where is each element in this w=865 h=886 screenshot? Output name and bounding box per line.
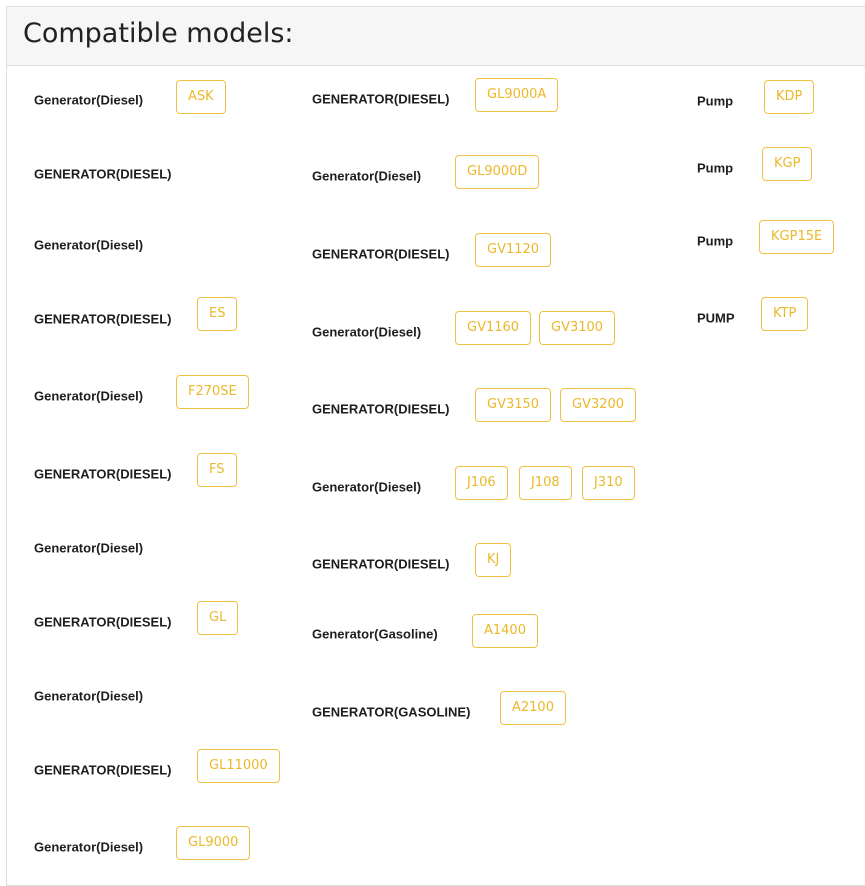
model-tag-gv3150[interactable]: GV3150 <box>475 388 551 422</box>
equipment-type-label: GENERATOR(DIESEL) <box>34 311 172 327</box>
equipment-type-label: GENERATOR(DIESEL) <box>34 166 172 182</box>
equipment-type-label: GENERATOR(DIESEL) <box>34 466 172 482</box>
equipment-type-label: GENERATOR(DIESEL) <box>312 246 450 262</box>
model-tag-gv1160[interactable]: GV1160 <box>455 311 531 345</box>
equipment-type-label: Pump <box>697 233 734 249</box>
equipment-type-label: Generator(Gasoline) <box>312 626 438 642</box>
equipment-type-label: Generator(Diesel) <box>34 92 144 108</box>
model-tag-gl9000a[interactable]: GL9000A <box>475 78 558 112</box>
model-tag-j310[interactable]: J310 <box>582 466 635 500</box>
equipment-type-label: Pump <box>697 160 734 176</box>
equipment-type-label: Generator(Diesel) <box>34 237 144 253</box>
model-tag-gv1120[interactable]: GV1120 <box>475 233 551 267</box>
model-tag-f270se[interactable]: F270SE <box>176 375 249 409</box>
equipment-type-label: Generator(Diesel) <box>312 479 422 495</box>
model-tag-es[interactable]: ES <box>197 297 237 331</box>
equipment-type-label: Generator(Diesel) <box>312 168 422 184</box>
model-tag-gl11000[interactable]: GL11000 <box>197 749 280 783</box>
model-tag-gv3100[interactable]: GV3100 <box>539 311 615 345</box>
model-tag-gl9000d[interactable]: GL9000D <box>455 155 539 189</box>
equipment-type-label: GENERATOR(DIESEL) <box>34 762 172 778</box>
model-tag-kj[interactable]: KJ <box>475 543 511 577</box>
model-tag-kdp[interactable]: KDP <box>764 80 814 114</box>
equipment-type-label: Generator(Diesel) <box>34 388 144 404</box>
model-tag-kgp15e[interactable]: KGP15E <box>759 220 834 254</box>
model-tag-ask[interactable]: ASK <box>176 80 226 114</box>
model-tag-ktp[interactable]: KTP <box>761 297 808 331</box>
equipment-type-label: GENERATOR(GASOLINE) <box>312 704 471 720</box>
compatible-models-panel <box>6 6 865 886</box>
equipment-type-label: Generator(Diesel) <box>312 324 422 340</box>
equipment-type-label: Generator(Diesel) <box>34 540 144 556</box>
equipment-type-label: Generator(Diesel) <box>34 688 144 704</box>
model-tag-fs[interactable]: FS <box>197 453 237 487</box>
equipment-type-label: Pump <box>697 93 734 109</box>
model-tag-a2100[interactable]: A2100 <box>500 691 566 725</box>
model-tag-gv3200[interactable]: GV3200 <box>560 388 636 422</box>
model-tag-a1400[interactable]: A1400 <box>472 614 538 648</box>
model-tag-gl9000[interactable]: GL9000 <box>176 826 250 860</box>
page-title: Compatible models: <box>23 18 294 49</box>
model-tag-j106[interactable]: J106 <box>455 466 508 500</box>
model-tag-gl[interactable]: GL <box>197 601 238 635</box>
model-tag-kgp[interactable]: KGP <box>762 147 812 181</box>
equipment-type-label: GENERATOR(DIESEL) <box>312 556 450 572</box>
equipment-type-label: GENERATOR(DIESEL) <box>312 91 450 107</box>
equipment-type-label: Generator(Diesel) <box>34 839 144 855</box>
equipment-type-label: GENERATOR(DIESEL) <box>34 614 172 630</box>
equipment-type-label: PUMP <box>697 310 735 326</box>
panel-header <box>7 7 865 66</box>
model-tag-j108[interactable]: J108 <box>519 466 572 500</box>
equipment-type-label: GENERATOR(DIESEL) <box>312 401 450 417</box>
